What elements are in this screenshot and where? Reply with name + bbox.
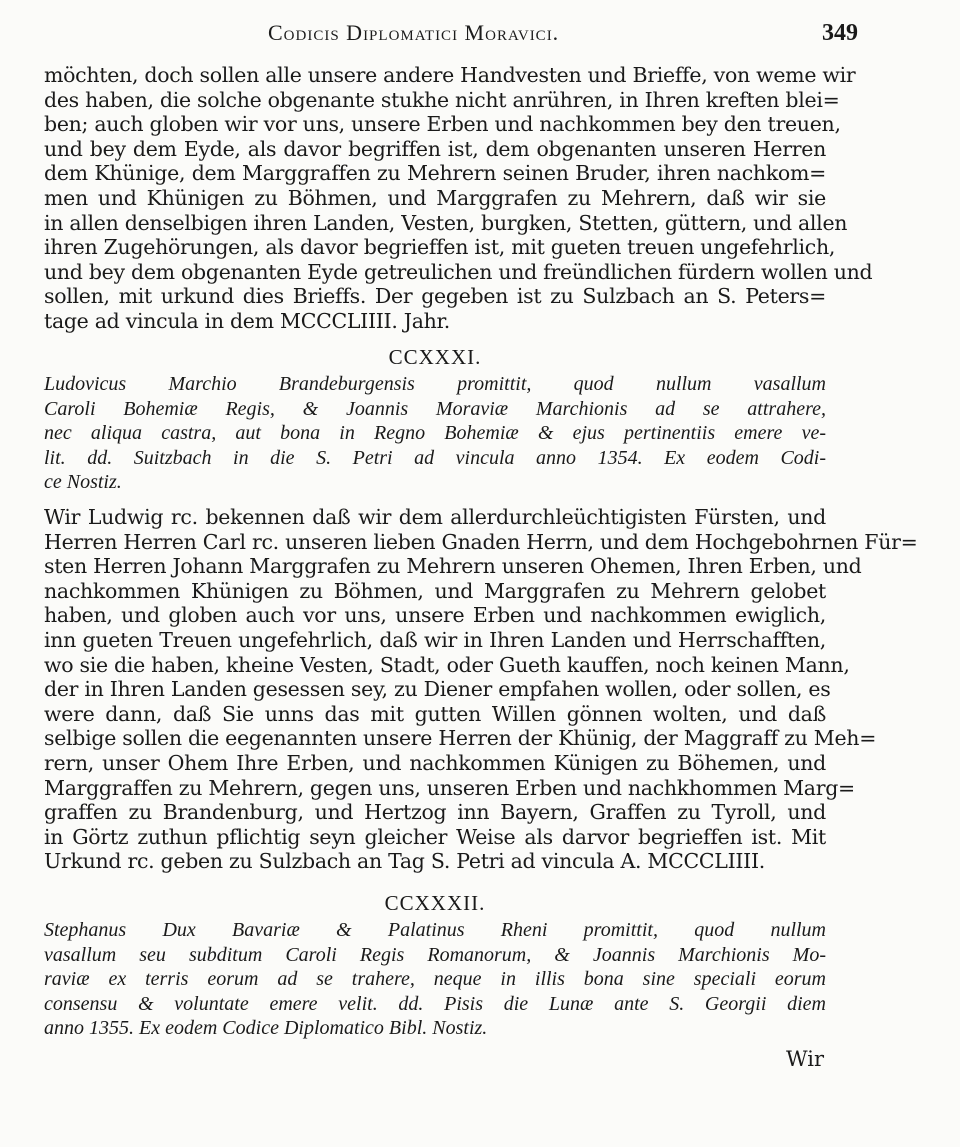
charter-number-heading: CCXXXII.	[384, 891, 486, 915]
text-line: wo sie die haben, kheine Vesten, Stadt, oder Gueth kauffen, noch keinen Mann,	[44, 652, 850, 677]
text-line: vasallum seu subditum Caroli Regis Romanorum, & Joannis Marchionis Mo-	[44, 943, 826, 966]
charter-number-heading: CCXXXI.	[388, 345, 482, 369]
text-line: nec aliqua castra, aut bona in Regno Bohemiæ & ejus pertinentiis emere ve-	[44, 422, 826, 445]
catchword: Wir	[786, 1047, 824, 1071]
text-line: graffen zu Brandenburg, und Hertzog inn Bayern, Graffen zu Tyroll, und	[44, 800, 826, 825]
text-line: der in Ihren Landen gesessen sey, zu Diener empfahen wollen, oder sollen, es	[44, 677, 831, 702]
text-line: men und Khünigen zu Böhmen, und Marggrafen zu Mehrern, daß wir sie	[44, 185, 826, 210]
text-line: Herren Herren Carl rc. unseren lieben Gnaden Herrn, und dem Hochgebohrnen Für=	[44, 529, 918, 554]
running-title: Codicis Diplomatici Moravici.	[268, 20, 560, 45]
page-number: 349	[822, 20, 858, 46]
text-line: ihren Zugehörungen, als davor begrieffen ist, mit gueten treuen ungefehrlich,	[44, 235, 836, 260]
text-line: haben, und globen auch vor uns, unsere Erben und nachkommen ewiglich,	[44, 603, 826, 628]
text-line: sten Herren Johann Marggrafen zu Mehrern unseren Ohemen, Ihren Erben, und	[44, 554, 862, 579]
text-line: ce Nostiz.	[44, 471, 122, 494]
text-line: Ludovicus Marchio Brandeburgensis promittit, quod nullum vasallum	[44, 373, 826, 395]
text-line: des haben, die solche obgenante stukhe nicht anrühren, in Ihren kreften blei=	[44, 87, 840, 112]
text-line: und bey dem Eyde, als davor begriffen ist, dem obgenanten unseren Herren	[44, 136, 826, 161]
text-line: dem Khünige, dem Marggraffen zu Mehrern seinen Bruder, ihren nachkom=	[44, 161, 826, 186]
text-line: nachkommen Khünigen zu Böhmen, und Marggrafen zu Mehrern gelobet	[44, 578, 826, 603]
text-line: Stephanus Dux Bavariæ & Palatinus Rheni promittit, quod nullum	[44, 919, 826, 941]
text-line: anno 1355. Ex eodem Codice Diplomatico Bibl. Nostiz.	[44, 1017, 488, 1040]
text-line: tage ad vincula in dem MCCCLIIII. Jahr.	[44, 308, 450, 333]
charter-text-german-continuation	[44, 63, 873, 334]
text-line: Wir Ludwig rc. bekennen daß wir dem allerdurchleüchtigisten Fürsten, und	[44, 505, 826, 529]
text-line: ben; auch globen wir vor uns, unsere Erben und nachkommen bey den treuen,	[44, 112, 841, 137]
text-line: raviæ ex terris eorum ad se trahere, neque in illis bona sine speciali eorum	[44, 968, 826, 991]
text-line: in allen denselbigen ihren Landen, Vesten, burgken, Stetten, güttern, und allen	[44, 210, 848, 235]
page-header	[268, 20, 858, 50]
text-line: und bey dem obgenanten Eyde getreulichen und freündlichen fürdern wollen und	[44, 259, 873, 284]
text-line: consensu & voluntate emere velit. dd. Pisis die Lunæ ante S. Georgii diem	[44, 992, 826, 1015]
text-line: möchten, doch sollen alle unsere andere Handvesten und Brieffe, von weme wir	[44, 63, 856, 87]
text-line: sollen, mit urkund dies Brieffs. Der gegeben ist zu Sulzbach an S. Peters=	[44, 284, 826, 309]
text-line: Caroli Bohemiæ Regis, & Joannis Moraviæ Marchionis ad se attrahere,	[44, 397, 826, 420]
text-line: inn gueten Treuen ungefehrlich, daß wir in Ihren Landen und Herrschafften,	[44, 627, 826, 652]
text-line: selbige sollen die eegenannten unsere Herren der Khünig, der Maggraff zu Meh=	[44, 726, 877, 751]
text-line: were dann, daß Sie unns das mit gutten Willen gönnen wolten, und daß	[44, 701, 826, 726]
charter-text-german	[44, 505, 918, 874]
text-line: in Görtz zuthun pflichtig seyn gleicher Weise als darvor begrieffen ist. Mit	[44, 824, 826, 849]
text-line: lit. dd. Suitzbach in die S. Petri ad vincula anno 1354. Ex eodem Codi-	[44, 446, 826, 469]
text-line: Urkund rc. geben zu Sulzbach an Tag S. Petri ad vincula A. MCCCLIIII.	[44, 849, 765, 874]
text-line: Marggraffen zu Mehrern, gegen uns, unseren Erben und nachkhommen Marg=	[44, 775, 855, 800]
charter-summary-latin	[44, 918, 826, 1041]
charter-summary-latin	[44, 372, 826, 495]
text-line: rern, unser Ohem Ihre Erben, und nachkommen Künigen zu Böhemen, und	[44, 750, 826, 775]
